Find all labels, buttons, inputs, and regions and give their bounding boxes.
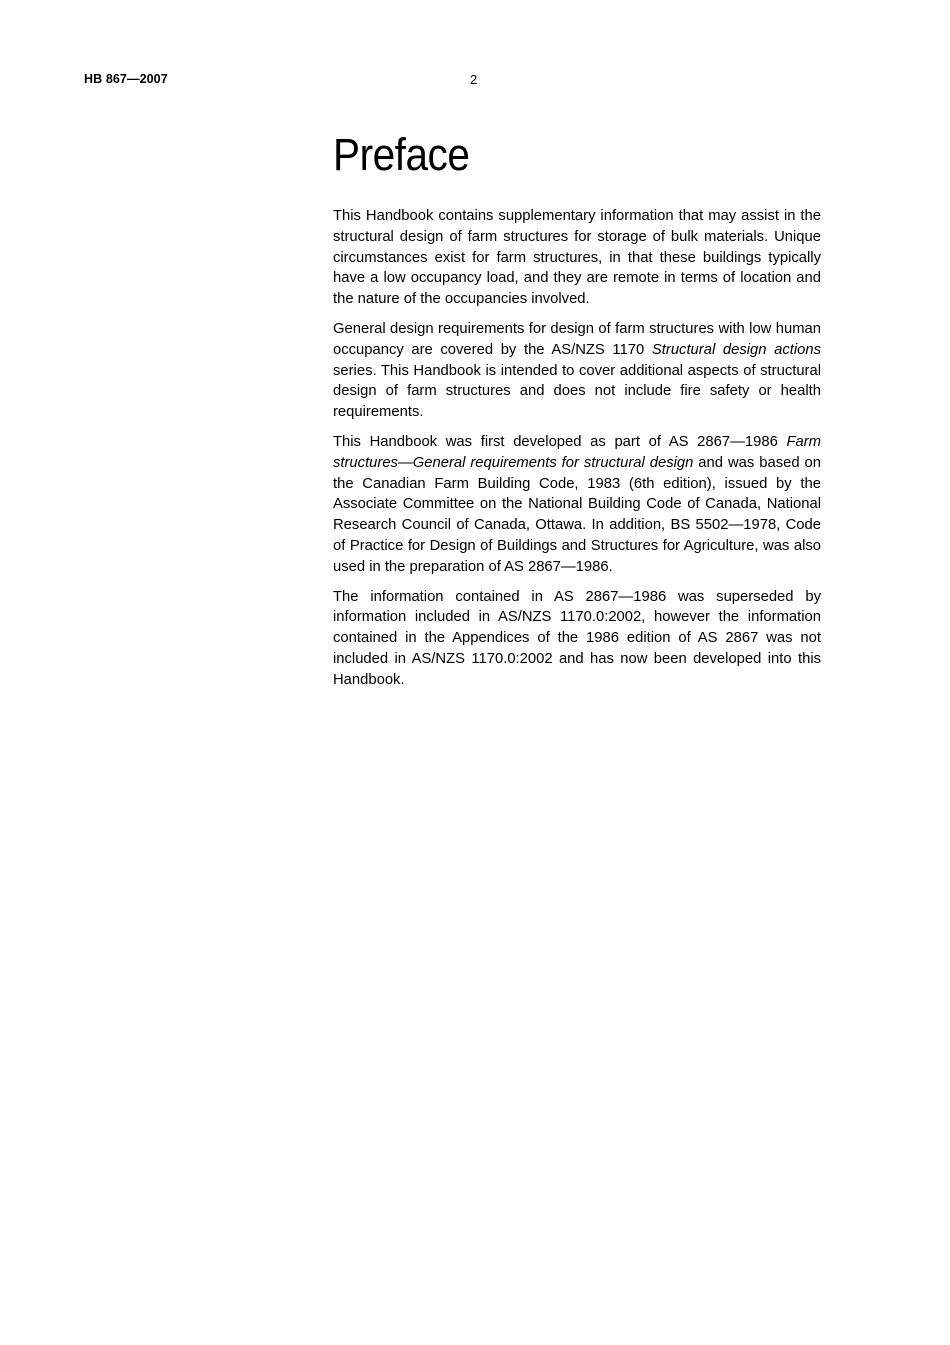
preface-paragraph-1: This Handbook contains supplementary information that may assist in the structural design of farm structures for storage of bulk materials. Unique circumstances exist for farm structures, in that these buildings typically have a low occupancy load, and they are remote in terms of location and the nature of the occupancies involved. (333, 208, 821, 308)
standard-title-italic: Structural design actions (651, 341, 821, 358)
paragraph-text: This Handbook was first developed as part of AS 2867—1986 (333, 433, 787, 450)
preface-paragraph-3 (333, 432, 821, 578)
standard-title-italic: Farm structures—General requirements for structural design (333, 433, 821, 471)
preface-paragraph-4: The information contained in AS 2867—1986 was superseded by information included in AS/NZS 1170.0:2002, however the information contained in the Appendices of the 1986 edition of AS 2867 was not included in AS/NZS 1170.0:2002 and has now been developed into this Handbook. (333, 588, 821, 688)
page-number: 2 (470, 72, 478, 87)
preface-section (333, 126, 821, 700)
preface-paragraph-2 (333, 319, 821, 423)
page-title: Preface (333, 129, 470, 180)
paragraph-text: General design requirements for design of farm structures with low human occupancy are covered by the AS/NZS 1170 (333, 320, 821, 358)
document-id: HB 867—2007 (84, 72, 168, 86)
paragraph-text: and was based on the Canadian Farm Building Code, 1983 (6th edition), issued by the Associate Committee on the National Building Code of Canada, National Research Council of Canada, Ottawa. In addition, BS 5502—1978, Code of Practice for Design of Buildings and Structures for Agriculture, was also used in the preparation of AS 2867—1986. (333, 454, 821, 575)
paragraph-text: series. This Handbook is intended to cover additional aspects of structural design of farm structures and does not include fire safety or health requirements. (333, 362, 821, 421)
